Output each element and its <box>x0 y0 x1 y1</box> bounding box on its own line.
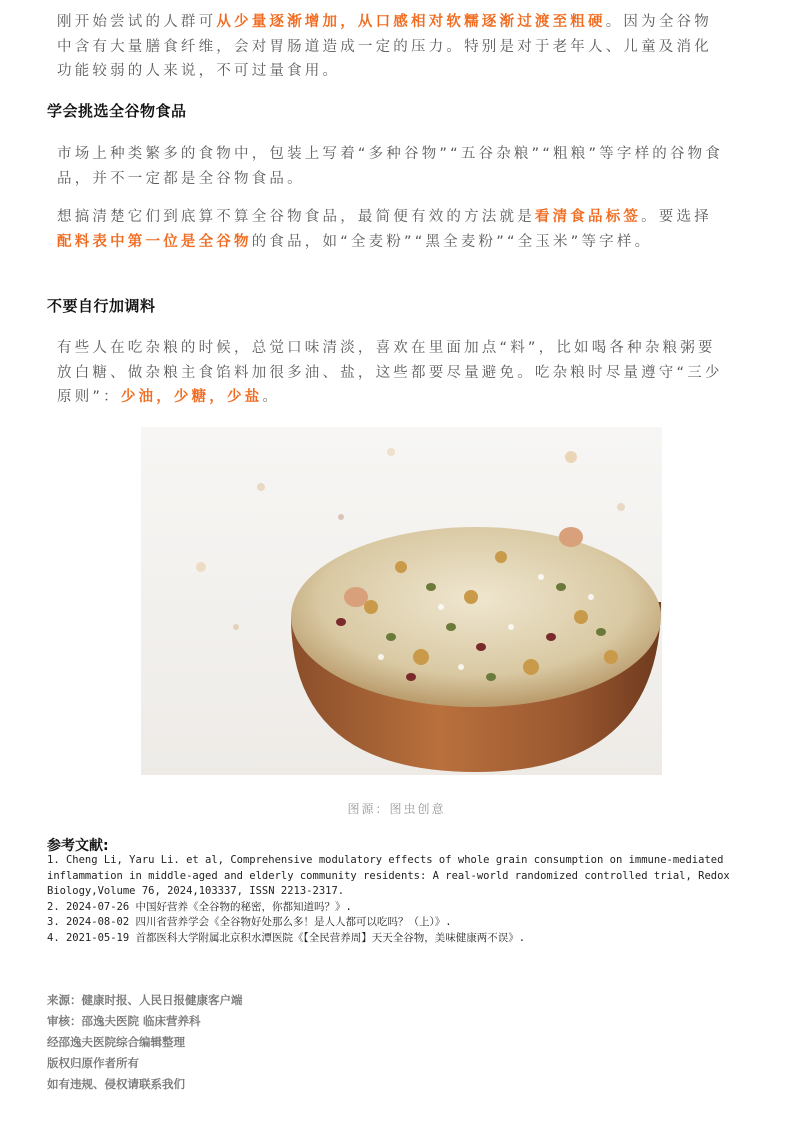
credits-list <box>47 990 243 1095</box>
section-heading-choose: 学会挑选全谷物食品 <box>47 102 187 120</box>
highlight-text: 少油，少糖，少盐 <box>120 389 263 405</box>
paragraph-text: 有些人在吃杂粮的时候，总觉口味清淡，喜欢在里面加点“料”，比如喝各种杂粮粥要放白糖、做杂粮主食馅料加很多油、盐，这些都要尽量避免。吃杂粮时尽量遵守“三少原则”： <box>57 340 723 405</box>
reference-line: 4. 2021-05-19 首都医科大学附属北京积水潭医院《【全民营养周】天天全谷物，美味健康两不误》. <box>47 931 526 944</box>
highlight-text: 看清食品标签 <box>534 209 642 225</box>
reference-line: 2. 2024-07-26 中国好营养《全谷物的秘密，你都知道吗？》. <box>47 900 352 913</box>
reference-line: Biology,Volume 76, 2024,103337, ISSN 2213-2317. <box>47 885 345 897</box>
reference-line: 3. 2024-08-02 四川省营养学会《全谷物好处那么多！是人人都可以吃吗？（上）》. <box>47 916 452 928</box>
seasoning-paragraph <box>57 336 729 410</box>
reference-line: 1. Cheng Li, Yaru Li. et al, Comprehensive modulatory effects of whole grain consumption on immune-mediated <box>47 854 724 866</box>
credit-copyright: 版权归原作者所有 <box>47 1056 139 1070</box>
credit-source: 来源：健康时报、人民日报健康客户端 <box>47 993 243 1007</box>
paragraph-text: 想搞清楚它们到底算不算全谷物食品，最简便有效的方法就是 <box>57 209 535 225</box>
references-title: 参考文献: <box>47 838 109 854</box>
image-caption: 图源：图虫创意 <box>347 802 446 816</box>
reference-line: inflammation in middle-aged and elderly community residents: A real-world randomized controlled trial, Redox <box>47 869 730 882</box>
intro-paragraph <box>57 10 729 84</box>
paragraph-text: 。因为全谷物中含有大量膳食纤维，会对胃肠道造成一定的压力。特别是对于老年人、儿童及消化功能较弱的人来说，不可过量食用。 <box>57 14 712 79</box>
highlight-text: 配料表中第一位是全谷物 <box>57 233 252 250</box>
highlight-text: 从少量逐渐增加，从口感相对软糯逐渐过渡至粗硬 <box>216 14 606 30</box>
paragraph-text: 刚开始尝试的人群可 <box>57 14 217 30</box>
label-paragraph <box>57 205 729 254</box>
grain-bowl-illustration <box>141 427 662 775</box>
credit-editor: 经邵逸夫医院综合编辑整理 <box>47 1035 185 1049</box>
references-list <box>47 853 747 946</box>
paragraph-text: 。 <box>262 389 281 405</box>
paragraph-text: 。要选择 <box>641 209 712 225</box>
grain-bowl-photo <box>141 427 662 775</box>
credit-contact: 如有违规、侵权请联系我们 <box>47 1077 185 1091</box>
paragraph-text: 的食品，如“全麦粉”“黑全麦粉”“全玉米”等字样。 <box>251 233 653 250</box>
market-paragraph: 市场上种类繁多的食物中，包装上写着“多种谷物”“五谷杂粮”“粗粮”等字样的谷物食品，并不一定都是全谷物食品。 <box>57 146 724 187</box>
section-heading-seasoning: 不要自行加调料 <box>47 297 156 315</box>
credit-reviewer: 审核：邵逸夫医院 临床营养科 <box>47 1014 201 1028</box>
